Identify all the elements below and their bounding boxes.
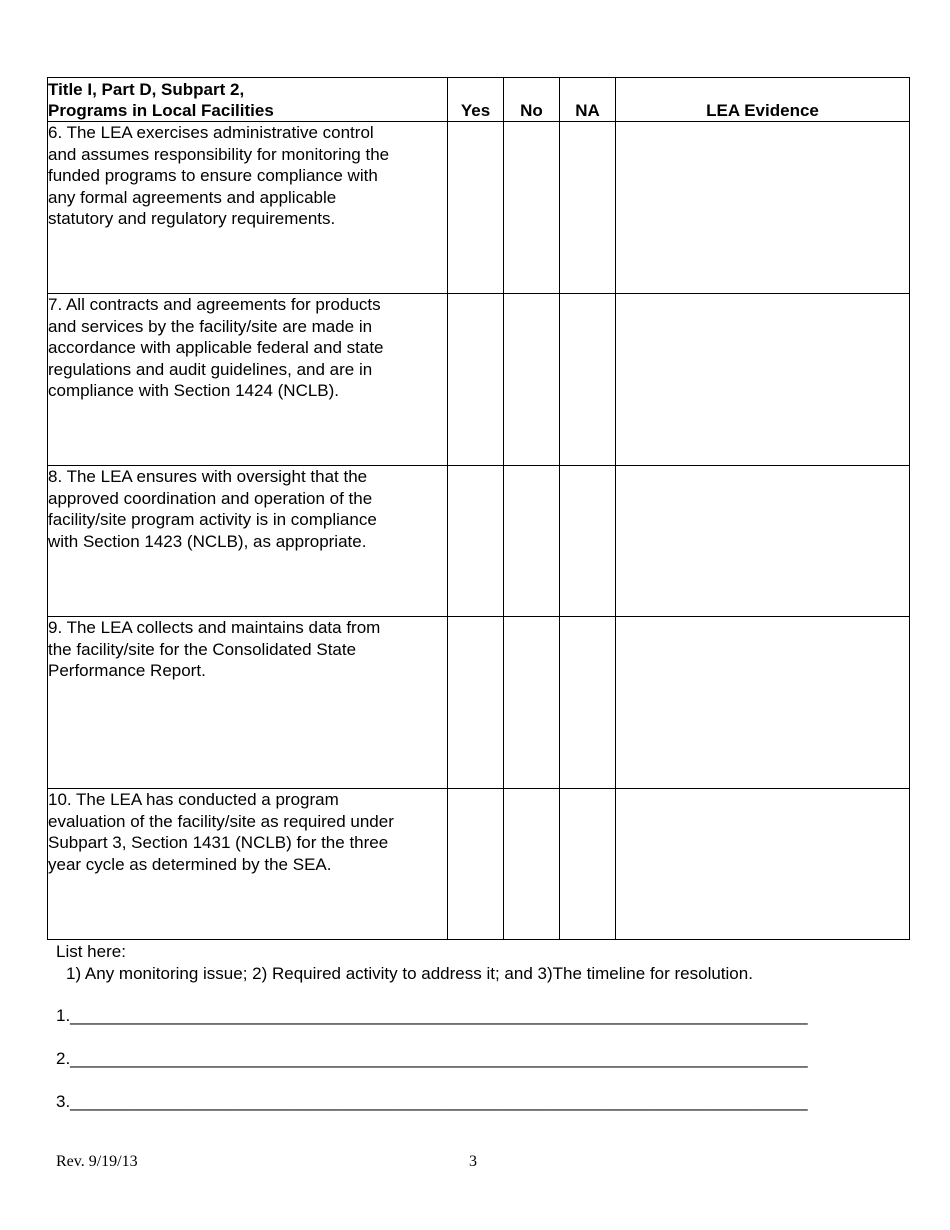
no-cell[interactable]: [504, 294, 560, 466]
requirement-column-header: [48, 78, 448, 122]
evidence-cell[interactable]: [616, 466, 910, 617]
no-cell[interactable]: [504, 466, 560, 617]
na-cell[interactable]: [560, 294, 616, 466]
na-cell[interactable]: [560, 617, 616, 789]
requirement-7-text: 7. All contracts and agreements for products and services by the facility/site are made in accordance with applicable federal and state regulations and audit guidelines, and are in compliance with Section 1424 (NCLB).: [48, 294, 448, 466]
evidence-cell[interactable]: [616, 122, 910, 294]
requirement-header-line2: Programs in Local Facilities: [48, 101, 274, 120]
table-row: [48, 122, 910, 294]
no-cell[interactable]: [504, 122, 560, 294]
yes-column-header: Yes: [448, 78, 504, 122]
requirement-9-text: 9. The LEA collects and maintains data from the facility/site for the Consolidated State Performance Report.: [48, 617, 448, 789]
revision-date: Rev. 9/19/13: [56, 1153, 138, 1170]
table-header-row: [48, 78, 910, 122]
issue-line-2[interactable]: 2.______________________________________________________________________________: [56, 1049, 808, 1068]
na-column-header: NA: [560, 78, 616, 122]
na-cell[interactable]: [560, 466, 616, 617]
evidence-cell[interactable]: [616, 617, 910, 789]
table-row: [48, 466, 910, 617]
evidence-column-header: LEA Evidence: [616, 78, 910, 122]
issue-line-1[interactable]: 1.______________________________________________________________________________: [56, 1006, 808, 1025]
requirement-8-text: 8. The LEA ensures with oversight that the approved coordination and operation of the facility/site program activity is in compliance with Section 1423 (NCLB), as appropriate.: [48, 466, 448, 617]
yes-cell[interactable]: [448, 466, 504, 617]
monitoring-issues-section: [56, 941, 916, 985]
requirement-6-text: 6. The LEA exercises administrative control and assumes responsibility for monitoring the funded programs to ensure compliance with any formal agreements and applicable statutory and regulatory requirements.: [48, 122, 448, 294]
requirement-header-line1: Title I, Part D, Subpart 2,: [48, 80, 245, 99]
no-column-header: No: [504, 78, 560, 122]
evidence-cell[interactable]: [616, 789, 910, 940]
requirement-10-text: 10. The LEA has conducted a program evaluation of the facility/site as required under Subpart 3, Section 1431 (NCLB) for the three year cycle as determined by the SEA.: [48, 789, 448, 940]
na-cell[interactable]: [560, 122, 616, 294]
yes-cell[interactable]: [448, 617, 504, 789]
yes-cell[interactable]: [448, 789, 504, 940]
table-row: [48, 294, 910, 466]
page-number: 3: [469, 1153, 477, 1170]
list-instructions: 1) Any monitoring issue; 2) Required activity to address it; and 3)The timeline for resolution.: [66, 964, 753, 983]
evidence-cell[interactable]: [616, 294, 910, 466]
monitoring-checklist-table: [47, 77, 910, 940]
yes-cell[interactable]: [448, 122, 504, 294]
na-cell[interactable]: [560, 789, 616, 940]
table-row: [48, 617, 910, 789]
issue-line-3[interactable]: 3.______________________________________________________________________________: [56, 1092, 808, 1111]
list-label: List here:: [56, 942, 126, 961]
table-row: [48, 789, 910, 940]
yes-cell[interactable]: [448, 294, 504, 466]
no-cell[interactable]: [504, 789, 560, 940]
no-cell[interactable]: [504, 617, 560, 789]
